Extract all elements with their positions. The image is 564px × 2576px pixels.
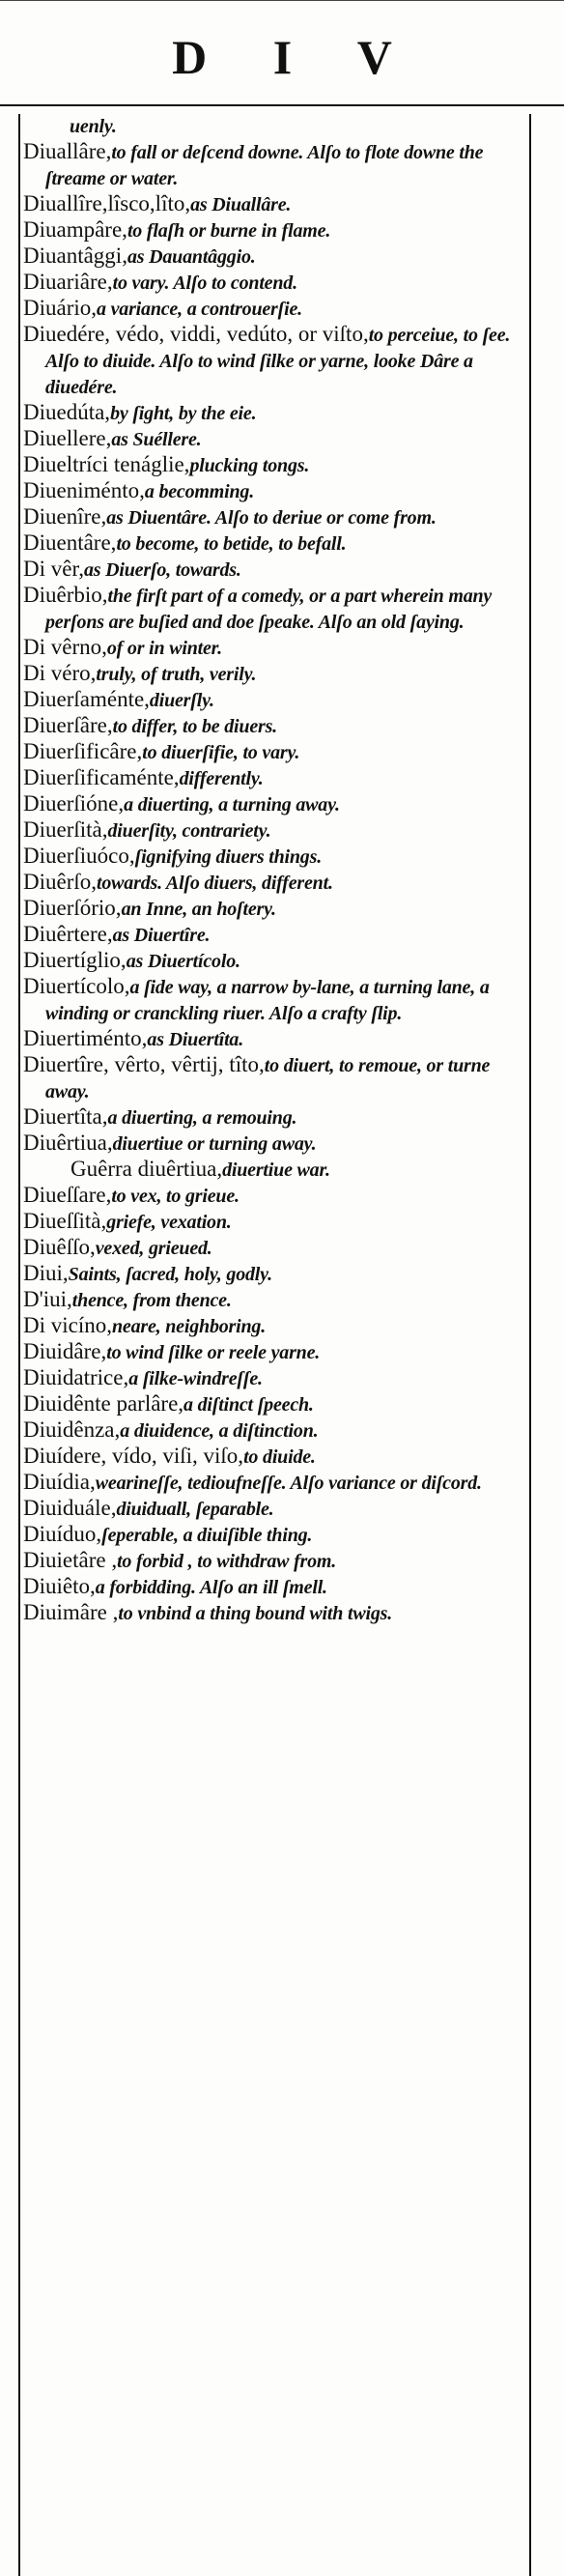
entry-headword: Diuêrtere,: [23, 922, 113, 946]
entry-headword: Diuerſório,: [23, 896, 122, 920]
dictionary-entry: [23, 765, 525, 791]
entry-definition: a diuerting, a remouing.: [107, 1107, 297, 1129]
entry-definition: plucking tongs.: [189, 455, 310, 476]
entry-definition: uenly.: [70, 116, 117, 137]
dictionary-entry: [23, 217, 525, 243]
entry-definition: a ſilke-windreſſe.: [128, 1368, 263, 1389]
entry-definition: by ſight, by the eie.: [110, 403, 257, 424]
dictionary-entry: [23, 1548, 525, 1574]
entry-headword: D'iui,: [23, 1287, 72, 1311]
entry-definition: Saints, ſacred, holy, godly.: [68, 1264, 272, 1285]
entry-headword: Diuimâre ,: [23, 1600, 119, 1624]
entry-headword: Diuellere,: [23, 426, 112, 450]
entry-headword: Diuantâggi,: [23, 243, 127, 268]
entry-definition: as Diuallâre.: [190, 194, 292, 215]
dictionary-entry: [23, 1131, 525, 1157]
page-header: [0, 0, 564, 106]
entry-headword: Diuallâre,: [23, 139, 112, 163]
entry-definition: thence, from thence.: [71, 1290, 232, 1311]
entry-headword: Guêrra diuêrtiua,: [70, 1157, 223, 1181]
entry-headword: Diuêſſo,: [23, 1235, 96, 1259]
entry-definition: a diſtinct ſpeech.: [183, 1394, 314, 1416]
entry-definition: griefe, vexation.: [106, 1212, 232, 1233]
entry-headword: Diuidênte parlâre,: [23, 1391, 184, 1416]
entry-definition: a diuidence, a diſtinction.: [120, 1420, 319, 1442]
entry-headword: Diuidatrice,: [23, 1365, 129, 1389]
entry-headword: Diuíduo,: [23, 1522, 102, 1546]
dictionary-entry: [23, 583, 525, 635]
dictionary-entry: [23, 1104, 525, 1131]
dictionary-entry: [23, 1235, 525, 1261]
entry-headword: Diuariâre,: [23, 270, 113, 294]
dictionary-entry: [23, 1417, 525, 1444]
entry-definition: to diuert, to remoue, or turne away.: [45, 1055, 491, 1102]
entry-headword: Diuampâre,: [23, 217, 127, 242]
dictionary-entry: [23, 1470, 525, 1496]
dictionary-entry: [23, 687, 525, 713]
right-column-rule: [529, 114, 531, 2576]
entry-headword: Diueniménto,: [23, 478, 145, 502]
dictionary-entry: [23, 530, 525, 557]
entry-headword: Diuídere, vído, viſi, viſo,: [23, 1444, 244, 1468]
entry-definition: to vary. Alſo to contend.: [112, 272, 297, 294]
dictionary-entry: [23, 1391, 525, 1417]
entry-headword: Diuertîre, vêrto, vêrtij, tîto,: [23, 1052, 265, 1076]
entry-definition: ſignifying diuers things.: [134, 846, 322, 868]
entry-definition: diuerſity, contrariety.: [107, 820, 271, 842]
entry-headword: Diuêrtiua,: [23, 1131, 113, 1155]
entry-headword: Diuietâre ,: [23, 1548, 118, 1572]
entry-headword: Di vêr,: [23, 557, 84, 581]
dictionary-entry: [23, 322, 525, 400]
dictionary-entry: [23, 113, 525, 139]
dictionary-entry: [23, 1339, 525, 1365]
entry-definition: a ſide way, a narrow by-lane, a turning lane, a winding or cranckling riuer. Alſo a crafty ſlip.: [45, 977, 490, 1024]
dictionary-entry: [23, 1600, 525, 1626]
entry-definition: towards. Alſo diuers, different.: [97, 873, 333, 894]
dictionary-entry: [23, 635, 525, 661]
entry-headword: Diuerſâre,: [23, 713, 113, 737]
entry-definition: neare, neighboring.: [112, 1316, 267, 1337]
dictionary-entry: [23, 1496, 525, 1522]
entry-headword: Diueſſità,: [23, 1209, 107, 1233]
dictionary-entry: [23, 1365, 525, 1391]
dictionary-entry: [23, 478, 525, 504]
entry-definition: diuertiue or turning away.: [112, 1133, 317, 1155]
dictionary-entry: [23, 400, 525, 426]
entry-definition: to vex, to grieue.: [111, 1186, 240, 1207]
dictionary-entry: [23, 504, 525, 530]
dictionary-entry: [23, 870, 525, 896]
entry-definition: a variance, a controuerſie.: [97, 299, 302, 320]
entry-definition: wearineſſe, tedioufneſſe. Alſo variance or diſcord.: [95, 1473, 482, 1494]
entry-headword: Diuidênza,: [23, 1417, 121, 1442]
entry-headword: Diui,: [23, 1261, 69, 1285]
dictionary-entry: [23, 1209, 525, 1235]
entry-definition: the firſt part of a comedy, or a part wherein many perſons are buſied and doe ſpeake. Alſo an old ſaying.: [45, 586, 493, 633]
entry-definition: ſeperable, a diuiſible thing.: [101, 1525, 313, 1546]
entry-definition: to fall or deſcend downe. Alſo to flote downe the ſtreame or water.: [45, 142, 484, 189]
entry-headword: Diuentâre,: [23, 530, 117, 555]
dictionary-entry: [23, 243, 525, 270]
entry-headword: Diueſſare,: [23, 1183, 112, 1207]
entry-headword: Diuerſificâre,: [23, 739, 143, 763]
dictionary-entry: [23, 1261, 525, 1287]
entry-definition: to become, to betide, to befall.: [116, 533, 347, 555]
dictionary-entry: [23, 896, 525, 922]
entry-headword: Di véro,: [23, 661, 97, 685]
entry-definition: a becomming.: [144, 481, 254, 502]
entry-definition: diuerſly.: [149, 690, 214, 711]
running-head: D I V: [172, 30, 419, 84]
dictionary-entry: [23, 844, 525, 870]
dictionary-entry: [23, 1026, 525, 1052]
dictionary-entry: [23, 270, 525, 296]
entry-definition: as Diuertîta.: [147, 1029, 244, 1050]
entry-definition: vexed, grieued.: [95, 1238, 212, 1259]
dictionary-entry: [23, 922, 525, 948]
dictionary-entry: [23, 1157, 525, 1183]
entry-definition: as Suéllere.: [111, 429, 202, 450]
entry-headword: Diuidâre,: [23, 1339, 107, 1363]
entry-headword: Diuallîre,lîsco,lîto,: [23, 191, 191, 215]
entry-definition: to wind ſilke or reele yarne.: [106, 1342, 321, 1363]
entry-headword: Diuiduále,: [23, 1496, 117, 1520]
entry-headword: Diuedére, védo, viddi, vedúto, or viſto,: [23, 322, 369, 346]
dictionary-entry: [23, 817, 525, 844]
entry-definition: an Inne, an hoſtery.: [121, 899, 276, 920]
entry-definition: to vnbind a thing bound with twigs.: [118, 1603, 393, 1624]
entry-definition: as Diuerſo, towards.: [83, 559, 241, 581]
entry-definition: as Diuentâre. Alſo to deriue or come from.: [106, 507, 437, 529]
entry-headword: Diuídia,: [23, 1470, 96, 1494]
dictionary-entry: [23, 191, 525, 217]
entry-headword: Diuiêto,: [23, 1574, 96, 1598]
dictionary-entry: [23, 452, 525, 478]
dictionary-entry: [23, 557, 525, 583]
entry-headword: Diuerſióne,: [23, 791, 125, 816]
left-column-rule: [18, 114, 20, 2576]
dictionary-entry: [23, 948, 525, 974]
entry-headword: Diuedúta,: [23, 400, 111, 424]
entry-definition: to diuide.: [243, 1446, 316, 1468]
entry-definition: to forbid , to withdraw from.: [117, 1551, 337, 1572]
entry-headword: Diuertiménto,: [23, 1026, 148, 1050]
entry-headword: Di vicíno,: [23, 1313, 112, 1337]
dictionary-entry: [23, 139, 525, 191]
dictionary-column: [23, 113, 525, 1626]
entry-definition: as Diuertícolo.: [126, 951, 240, 972]
entry-headword: Diuenîre,: [23, 504, 107, 529]
entry-definition: a forbidding. Alſo an ill ſmell.: [95, 1577, 327, 1598]
entry-definition: to differ, to be diuers.: [112, 716, 277, 737]
dictionary-entry: [23, 661, 525, 687]
entry-definition: as Dauantâggio.: [127, 246, 256, 268]
entry-headword: Diuertíglio,: [23, 948, 127, 972]
entry-headword: Diuertîta,: [23, 1104, 108, 1129]
dictionary-entry: [23, 1313, 525, 1339]
entry-headword: Diuerſiuóco,: [23, 844, 135, 868]
entry-definition: truly, of truth, verily.: [96, 664, 257, 685]
entry-headword: Diueltríci tenáglie,: [23, 452, 190, 476]
entry-headword: Diuerſità,: [23, 817, 108, 842]
entry-headword: Diuário,: [23, 296, 98, 320]
entry-definition: diuertiue war.: [222, 1159, 330, 1181]
entry-headword: Diuêrſo,: [23, 870, 98, 894]
entry-definition: to perceiue, to ſee. Alſo to diuide. Alſo to wind ſilke or yarne, looke Dâre a diuedére.: [45, 325, 511, 398]
dictionary-entry: [23, 791, 525, 817]
dictionary-entry: [23, 1052, 525, 1104]
dictionary-entry: [23, 974, 525, 1026]
dictionary-entry: [23, 713, 525, 739]
dictionary-entry: [23, 1444, 525, 1470]
dictionary-entry: [23, 296, 525, 322]
entry-headword: Diuerſificaménte,: [23, 765, 180, 789]
entry-definition: a diuerting, a turning away.: [124, 794, 340, 816]
dictionary-entry: [23, 739, 525, 765]
entry-definition: of or in winter.: [106, 638, 222, 659]
dictionary-entry: [23, 1574, 525, 1600]
dictionary-entry: [23, 1287, 525, 1313]
entry-definition: to diuerſifie, to vary.: [142, 742, 300, 763]
entry-definition: differently.: [179, 768, 264, 789]
entry-definition: diuiduall, ſeparable.: [116, 1499, 274, 1520]
entry-headword: Diuêrbio,: [23, 583, 108, 607]
entry-headword: Diuertícolo,: [23, 974, 130, 998]
entry-headword: Diuerſaménte,: [23, 687, 150, 711]
dictionary-entry: [23, 1522, 525, 1548]
dictionary-entry: [23, 426, 525, 452]
entry-definition: as Diuertîre.: [112, 925, 211, 946]
dictionary-entry: [23, 1183, 525, 1209]
entry-headword: Di vêrno,: [23, 635, 107, 659]
entry-definition: to flaſh or burne in flame.: [127, 220, 331, 242]
